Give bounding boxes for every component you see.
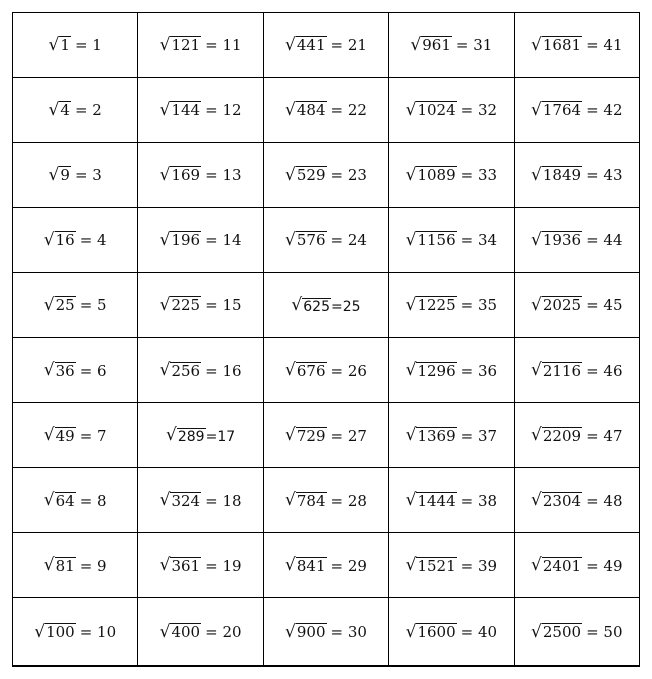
square-root-icon: √ — [291, 295, 303, 316]
radicand-value: 64 — [55, 491, 75, 510]
table-cell — [389, 143, 514, 208]
root-result: = 32 — [460, 101, 498, 120]
root-result: = 33 — [460, 166, 498, 185]
square-root-expression — [44, 362, 107, 380]
square-root-icon: √ — [531, 425, 542, 446]
root-result: = 27 — [330, 426, 367, 445]
radicand-value: 121 — [171, 36, 201, 55]
square-root-expression — [531, 231, 622, 249]
square-root-icon: √ — [43, 555, 55, 576]
square-root-expression — [531, 362, 622, 380]
table-cell — [138, 533, 263, 598]
table-cell — [263, 598, 388, 666]
table-cell — [138, 143, 263, 208]
radicand-value: 1936 — [542, 231, 582, 250]
square-root-expression — [531, 166, 622, 184]
square-root-expression — [160, 231, 242, 249]
root-result: = 14 — [205, 231, 242, 250]
root-result: = 31 — [455, 36, 493, 55]
table-cell — [13, 533, 138, 598]
square-root-icon: √ — [159, 490, 171, 511]
table-row — [13, 598, 640, 666]
radicand-value: 256 — [171, 361, 201, 380]
square-root-icon: √ — [531, 490, 542, 511]
square-root-icon: √ — [43, 295, 55, 316]
radicand-value: 196 — [171, 231, 201, 250]
square-root-expression — [160, 623, 242, 641]
square-root-icon: √ — [531, 165, 542, 186]
table-cell — [138, 403, 263, 468]
square-root-expression — [406, 166, 497, 184]
square-root-expression — [410, 36, 492, 54]
radicand-value: 36 — [55, 361, 75, 380]
square-root-expression — [160, 101, 242, 119]
square-root-expression — [285, 231, 367, 249]
root-result: = 21 — [330, 36, 367, 55]
table-row — [13, 403, 640, 468]
radicand-value: 1156 — [417, 231, 456, 250]
square-root-icon: √ — [405, 490, 417, 511]
square-root-expression — [285, 166, 367, 184]
radicand-value: 729 — [296, 426, 326, 445]
root-result: =17 — [205, 428, 236, 445]
root-result: = 2 — [74, 101, 102, 120]
square-root-icon: √ — [43, 230, 55, 251]
square-root-table — [12, 12, 640, 667]
root-result: = 45 — [586, 296, 623, 315]
radicand-value: 400 — [171, 622, 201, 641]
root-result: = 49 — [586, 556, 623, 575]
table-cell — [263, 468, 388, 533]
square-root-icon: √ — [531, 230, 542, 251]
square-root-table-container — [12, 12, 640, 667]
square-root-expression — [285, 101, 367, 119]
square-root-expression — [531, 557, 622, 575]
table-cell — [138, 598, 263, 666]
square-root-icon: √ — [531, 621, 542, 642]
square-root-expression — [160, 36, 242, 54]
square-root-expression — [44, 427, 107, 445]
square-root-expression — [285, 427, 367, 445]
radicand-value: 324 — [171, 491, 201, 510]
square-root-icon: √ — [285, 165, 296, 186]
table-cell — [389, 468, 514, 533]
table-cell — [514, 533, 639, 598]
square-root-icon: √ — [34, 621, 46, 642]
square-root-expression — [44, 557, 107, 575]
root-result: = 39 — [460, 556, 498, 575]
radicand-value: 676 — [296, 361, 326, 380]
root-result: = 24 — [330, 231, 367, 250]
root-result: = 40 — [460, 622, 498, 641]
root-result: = 23 — [330, 166, 367, 185]
table-row — [13, 208, 640, 273]
table-cell — [138, 78, 263, 143]
square-root-icon: √ — [410, 35, 422, 56]
square-root-icon: √ — [405, 555, 417, 576]
radicand-value: 1369 — [417, 426, 456, 445]
root-result: = 20 — [205, 622, 242, 641]
table-row — [13, 13, 640, 78]
radicand-value: 361 — [171, 556, 201, 575]
root-result: = 8 — [79, 491, 107, 510]
table-cell — [514, 338, 639, 403]
square-root-expression — [285, 36, 367, 54]
square-root-icon: √ — [405, 621, 417, 642]
square-root-expression — [531, 101, 622, 119]
radicand-value: 1764 — [542, 101, 582, 120]
square-root-icon: √ — [43, 360, 55, 381]
square-root-icon: √ — [405, 295, 417, 316]
square-root-icon: √ — [531, 360, 542, 381]
root-result: = 48 — [586, 491, 623, 510]
radicand-value: 784 — [296, 491, 326, 510]
square-root-expression — [160, 166, 242, 184]
square-root-icon: √ — [531, 100, 542, 121]
square-root-icon: √ — [405, 425, 417, 446]
square-root-icon: √ — [405, 230, 417, 251]
radicand-value: 1089 — [417, 166, 456, 185]
table-cell — [138, 208, 263, 273]
square-root-icon: √ — [43, 425, 55, 446]
radicand-value: 16 — [55, 231, 75, 250]
table-cell — [13, 273, 138, 338]
table-cell — [514, 468, 639, 533]
radicand-value: 2304 — [542, 491, 582, 510]
square-root-icon: √ — [48, 165, 60, 186]
radicand-value: 576 — [296, 231, 326, 250]
root-result: = 5 — [79, 296, 107, 315]
square-root-icon: √ — [285, 425, 296, 446]
table-cell — [263, 143, 388, 208]
square-root-icon: √ — [159, 165, 171, 186]
table-cell — [13, 403, 138, 468]
square-root-icon: √ — [48, 100, 60, 121]
table-row — [13, 78, 640, 143]
root-result: = 10 — [79, 622, 117, 641]
root-result: = 3 — [74, 166, 102, 185]
square-root-icon: √ — [285, 100, 296, 121]
table-cell — [138, 13, 263, 78]
table-cell — [514, 13, 639, 78]
radicand-value: 1 — [60, 36, 70, 55]
table-cell — [389, 273, 514, 338]
radicand-value: 1600 — [417, 622, 456, 641]
square-root-expression — [406, 427, 497, 445]
square-root-expression — [285, 492, 367, 510]
square-root-expression — [166, 427, 235, 444]
radicand-value: 1681 — [542, 36, 582, 55]
square-root-icon: √ — [285, 555, 296, 576]
square-root-expression — [49, 101, 102, 119]
radicand-value: 484 — [296, 101, 326, 120]
square-root-icon: √ — [166, 425, 177, 446]
square-root-expression — [285, 557, 367, 575]
root-result: = 50 — [586, 622, 623, 641]
table-cell — [13, 598, 138, 666]
table-cell — [13, 78, 138, 143]
table-cell — [13, 208, 138, 273]
table-cell — [263, 533, 388, 598]
radicand-value: 49 — [55, 426, 75, 445]
square-root-icon: √ — [285, 490, 296, 511]
table-cell — [514, 598, 639, 666]
root-result: = 1 — [74, 36, 102, 55]
radicand-value: 841 — [296, 556, 326, 575]
table-cell — [514, 78, 639, 143]
root-result: = 13 — [205, 166, 242, 185]
table-cell — [389, 533, 514, 598]
root-result: = 26 — [330, 361, 367, 380]
square-root-expression — [160, 557, 242, 575]
square-root-expression — [406, 492, 497, 510]
table-row — [13, 533, 640, 598]
radicand-value: 1296 — [417, 361, 456, 380]
root-result: = 4 — [79, 231, 107, 250]
square-root-icon: √ — [159, 621, 171, 642]
square-root-expression — [285, 623, 367, 641]
table-cell — [13, 13, 138, 78]
root-result: = 35 — [460, 296, 498, 315]
table-cell — [389, 598, 514, 666]
radicand-value: 100 — [46, 622, 75, 641]
radicand-value: 529 — [296, 166, 326, 185]
square-root-icon: √ — [405, 100, 417, 121]
root-result: = 7 — [79, 426, 107, 445]
square-root-icon: √ — [285, 35, 296, 56]
square-root-icon: √ — [159, 295, 171, 316]
table-cell — [389, 338, 514, 403]
radicand-value: 289 — [177, 428, 205, 445]
table-row — [13, 273, 640, 338]
radicand-value: 81 — [55, 556, 75, 575]
square-root-icon: √ — [285, 621, 296, 642]
radicand-value: 1024 — [417, 101, 456, 120]
radicand-value: 9 — [60, 166, 70, 185]
square-root-expression — [160, 362, 242, 380]
table-cell — [389, 78, 514, 143]
radicand-value: 900 — [296, 622, 326, 641]
square-root-expression — [531, 296, 622, 314]
square-root-icon: √ — [405, 360, 417, 381]
radicand-value: 4 — [60, 101, 70, 120]
root-result: = 15 — [205, 296, 242, 315]
root-result: = 42 — [586, 101, 623, 120]
table-cell — [263, 403, 388, 468]
square-root-expression — [49, 36, 102, 54]
square-root-icon: √ — [159, 35, 171, 56]
table-cell — [514, 273, 639, 338]
table-cell — [138, 273, 263, 338]
square-root-expression — [406, 557, 497, 575]
table-cell — [514, 143, 639, 208]
square-root-icon: √ — [531, 295, 542, 316]
table-body — [13, 13, 640, 667]
root-result: = 47 — [586, 426, 623, 445]
radicand-value: 25 — [55, 296, 75, 315]
square-root-icon: √ — [43, 490, 55, 511]
table-cell — [389, 403, 514, 468]
radicand-value: 144 — [171, 101, 201, 120]
table-cell — [13, 468, 138, 533]
square-root-expression — [406, 623, 497, 641]
square-root-icon: √ — [48, 35, 60, 56]
radicand-value: 2116 — [542, 361, 582, 380]
radicand-value: 2401 — [542, 556, 582, 575]
radicand-value: 225 — [171, 296, 201, 315]
square-root-expression — [531, 36, 622, 54]
table-cell — [138, 468, 263, 533]
root-result: = 38 — [460, 491, 498, 510]
root-result: = 19 — [205, 556, 242, 575]
square-root-icon: √ — [159, 360, 171, 381]
table-cell — [514, 208, 639, 273]
root-result: = 46 — [586, 361, 623, 380]
square-root-icon: √ — [531, 35, 542, 56]
square-root-expression — [406, 296, 497, 314]
square-root-expression — [44, 231, 107, 249]
table-cell — [389, 208, 514, 273]
radicand-value: 1521 — [417, 556, 456, 575]
root-result: = 9 — [79, 556, 107, 575]
square-root-icon: √ — [285, 360, 296, 381]
square-root-expression — [160, 296, 242, 314]
root-result: = 18 — [205, 491, 242, 510]
square-root-expression — [160, 492, 242, 510]
table-row — [13, 143, 640, 208]
radicand-value: 2500 — [542, 622, 582, 641]
table-cell — [13, 338, 138, 403]
radicand-value: 625 — [303, 298, 330, 315]
root-result: = 41 — [586, 36, 623, 55]
root-result: = 16 — [205, 361, 242, 380]
root-result: = 6 — [79, 361, 107, 380]
root-result: = 29 — [330, 556, 367, 575]
table-cell — [263, 78, 388, 143]
radicand-value: 1225 — [417, 296, 456, 315]
square-root-expression — [531, 492, 622, 510]
square-root-expression — [531, 623, 622, 641]
square-root-icon: √ — [285, 230, 296, 251]
table-cell — [138, 338, 263, 403]
square-root-icon: √ — [531, 555, 542, 576]
table-cell — [514, 403, 639, 468]
square-root-expression — [406, 362, 497, 380]
root-result: = 36 — [460, 361, 498, 380]
square-root-expression — [406, 101, 497, 119]
root-result: = 11 — [205, 36, 242, 55]
radicand-value: 961 — [422, 36, 451, 55]
root-result: = 28 — [330, 491, 367, 510]
root-result: = 12 — [205, 101, 242, 120]
radicand-value: 2209 — [542, 426, 582, 445]
square-root-icon: √ — [159, 100, 171, 121]
table-row — [13, 338, 640, 403]
root-result: = 30 — [330, 622, 367, 641]
root-result: = 37 — [460, 426, 498, 445]
square-root-expression — [285, 362, 367, 380]
table-cell — [389, 13, 514, 78]
square-root-expression — [406, 231, 497, 249]
radicand-value: 441 — [296, 36, 326, 55]
square-root-expression — [44, 296, 107, 314]
square-root-expression — [49, 166, 102, 184]
radicand-value: 1444 — [417, 491, 456, 510]
square-root-icon: √ — [159, 230, 171, 251]
root-result: =25 — [330, 298, 361, 315]
square-root-icon: √ — [405, 165, 417, 186]
square-root-expression — [291, 297, 360, 314]
table-cell — [263, 208, 388, 273]
square-root-expression — [34, 623, 116, 641]
root-result: = 22 — [330, 101, 367, 120]
table-row — [13, 468, 640, 533]
radicand-value: 2025 — [542, 296, 582, 315]
square-root-icon: √ — [159, 555, 171, 576]
radicand-value: 1849 — [542, 166, 582, 185]
table-cell — [263, 338, 388, 403]
square-root-expression — [531, 427, 622, 445]
table-cell — [263, 273, 388, 338]
square-root-expression — [44, 492, 107, 510]
table-cell — [13, 143, 138, 208]
root-result: = 34 — [460, 231, 498, 250]
radicand-value: 169 — [171, 166, 201, 185]
table-cell — [263, 13, 388, 78]
root-result: = 44 — [586, 231, 623, 250]
root-result: = 43 — [586, 166, 623, 185]
